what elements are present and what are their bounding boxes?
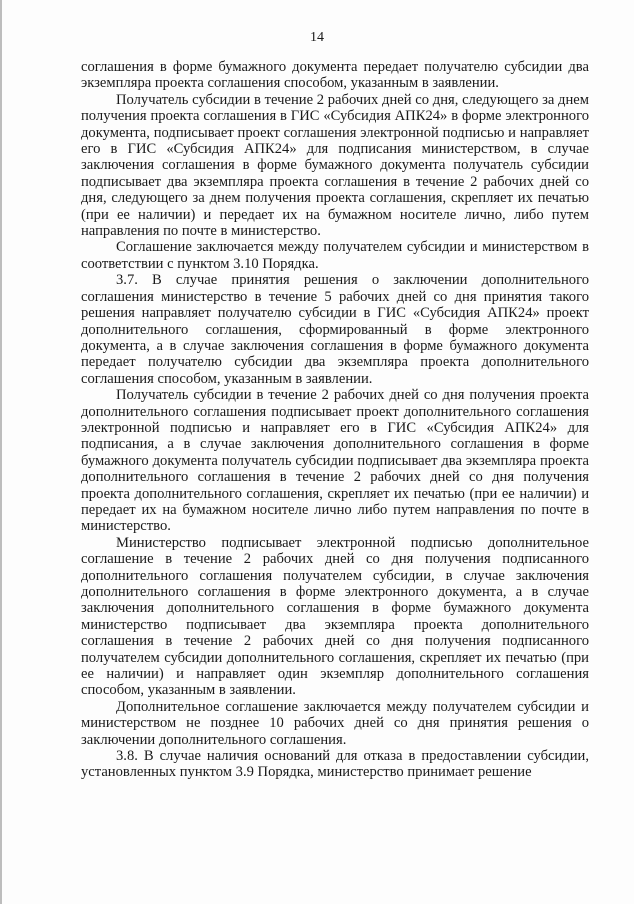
- paragraph-continuation: соглашения в форме бумажного документа передает получателю субсидии два экземпляра проекта соглашения способом, указанным в заявлении.: [81, 59, 589, 92]
- page-number: 14: [310, 30, 324, 45]
- paragraph-3-8: 3.8. В случае наличия оснований для отказа в предоставлении субсидии, установленных пунктом 3.9 Порядка, министерство принимает решение: [81, 748, 589, 781]
- paragraph-recipient-signing: Получатель субсидии в течение 2 рабочих дней со дня, следующего за днем получения проекта соглашения в ГИС «Субсидия АПК24» в форме электронного документа, подписывает проект соглашения электронной подписью и направляет его в ГИС «Субсидия АПК24» для подписания министерством, в случае заключения соглашения в форме бумажного документа получатель субсидии подписывает два экземпляра проекта соглашения в течение 2 рабочих дней со дня, следующего за днем получения проекта соглашения, скрепляет их печатью (при ее наличии) и передает их на бумажном носителе лично, либо путем направления по почте в министерство.: [81, 91, 589, 240]
- paragraph-3-7: 3.7. В случае принятия решения о заключении дополнительного соглашения министерство в течение 5 рабочих дней со дня принятия такого решения направляет получателю субсидии в ГИС «Субсидия АПК24» проект дополнительного соглашения, сформированный в форме электронного документа, а в случае заключения соглашения в форме бумажного документа передает получателю субсидии два экземпляра проекта дополнительного соглашения способом, указанным в заявлении.: [81, 272, 589, 387]
- page-left-edge: [0, 0, 2, 904]
- document-body: [81, 59, 589, 781]
- paragraph-ministry-signing: Министерство подписывает электронной подписью дополнительное соглашение в течение 2 рабочих дней со дня получения подписанного дополнительного соглашения получателем субсидии, в случае заключения дополнительного соглашения в форме электронного документа, а в случае заключения дополнительного соглашения в форме бумажного документа министерство подписывает два экземпляра проекта дополнительного соглашения в течение 2 рабочих дней со дня получения подписанного получателем субсидии дополнительного соглашения, скрепляет их печатью (при ее наличии) и направляет один экземпляр дополнительного соглашения способом, указанным в заявлении.: [81, 534, 589, 699]
- paragraph-recipient-additional-signing: Получатель субсидии в течение 2 рабочих дней со дня получения проекта дополнительного соглашения подписывает проект дополнительного соглашения электронной подписью и направляет его в ГИС «Субсидия АПК24» для подписания, а в случае заключения дополнительного соглашения в форме бумажного документа получатель субсидии подписывает два экземпляра проекта дополнительного соглашения в течение 2 рабочих дней со дня получения проекта дополнительного соглашения, скрепляет их печатью (при ее наличии) и передает их на бумажном носителе лично либо путем направления по почте в министерство.: [81, 387, 589, 535]
- paragraph-agreement-parties: Соглашение заключается между получателем субсидии и министерством в соответствии с пунктом 3.10 Порядка.: [81, 239, 589, 272]
- paragraph-additional-agreement-term: Дополнительное соглашение заключается между получателем субсидии и министерством не позднее 10 рабочих дней со дня принятия решения о заключении дополнительного соглашения.: [81, 698, 589, 748]
